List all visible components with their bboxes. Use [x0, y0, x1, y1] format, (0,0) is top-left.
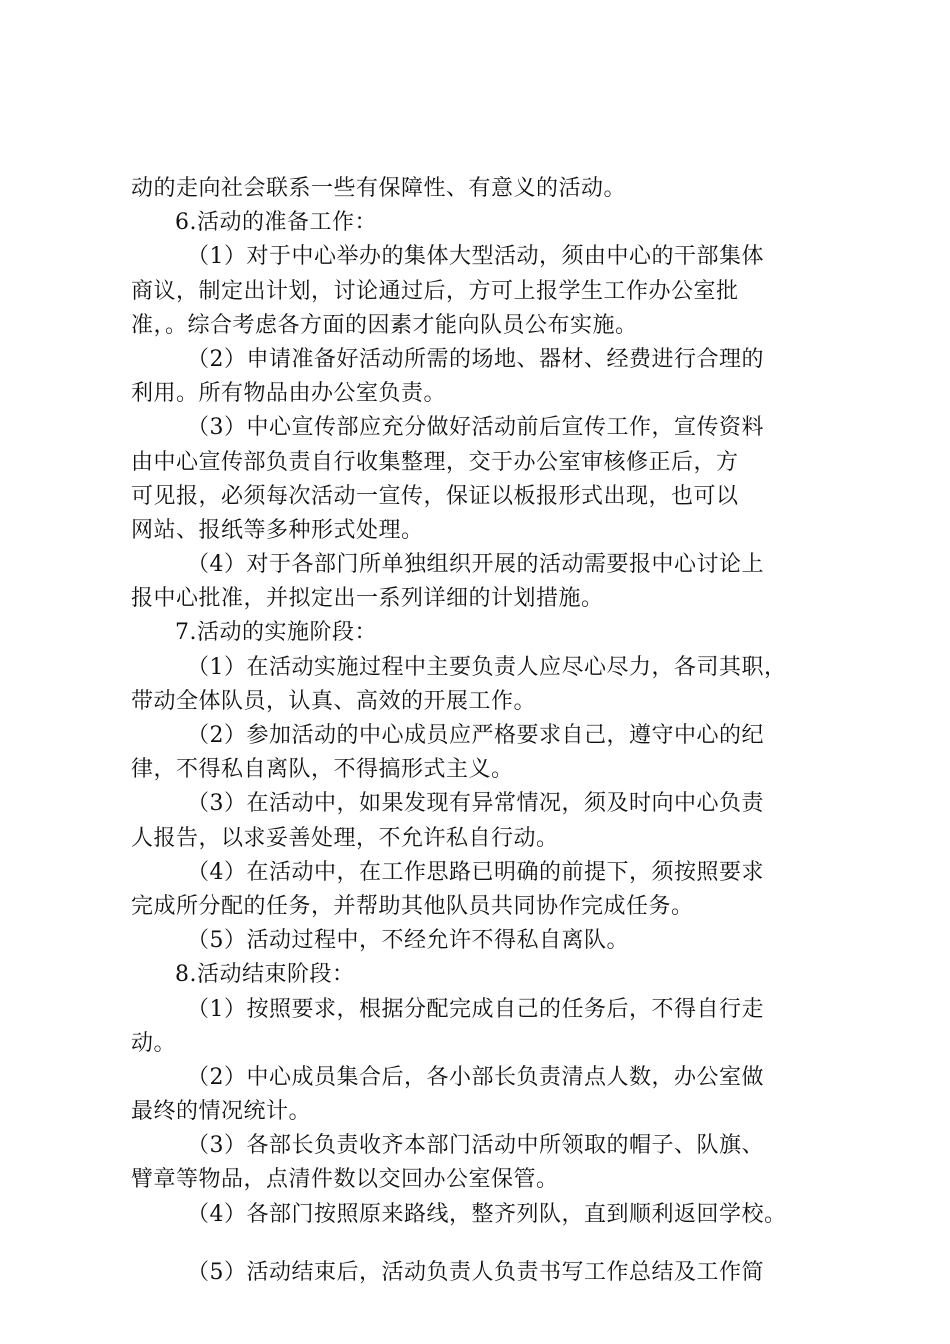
paragraph-start: （2）申请准备好活动所需的场地、器材、经费进行合理的	[187, 346, 764, 372]
section-heading: 6.活动的准备工作：	[175, 210, 377, 236]
paragraph-start: （4）对于各部门所单独组织开展的活动需要报中心讨论上	[187, 552, 764, 578]
paragraph-start: （2）参加活动的中心成员应严格要求自己，遵守中心的纪	[187, 723, 764, 748]
text-line: 臂章等物品，点清件数以交回办公室保管。	[131, 1167, 559, 1193]
section-heading: 7.活动的实施阶段：	[175, 620, 377, 646]
text-line: 完成所分配的任务，并帮助其他队员共同协作完成任务。	[131, 893, 694, 919]
text-line: 动的走向社会联系一些有保障性、有意义的活动。	[131, 176, 627, 201]
text-line: 最终的情况统计。	[131, 1099, 312, 1125]
text-line: 准，。综合考虑各方面的因素才能向队员公布实施。	[131, 312, 638, 338]
paragraph-start: （4）各部门按照原来路线，整齐列队，直到顺利返回学校。	[187, 1201, 787, 1227]
paragraph-start: （5）活动过程中，不经允许不得私自离队。	[187, 928, 629, 954]
text-line: 网站、报纸等多种形式处理。	[131, 517, 424, 543]
paragraph-start: （1）按照要求，根据分配完成自己的任务后，不得自行走	[187, 996, 764, 1022]
paragraph-start: （4）在活动中，在工作思路已明确的前提下，须按照要求	[187, 859, 764, 885]
paragraph-start: （2）中心成员集合后，各小部长负责清点人数，办公室做	[187, 1064, 764, 1090]
paragraph-start: （3）在活动中，如果发现有异常情况，须及时向中心负责	[187, 791, 764, 817]
paragraph-start: （5）活动结束后，活动负责人负责书写工作总结及工作简	[187, 1259, 764, 1285]
paragraph-start: （1）在活动实施过程中主要负责人应尽心尽力，各司其职，	[187, 654, 787, 680]
text-line: 报中心批准，并拟定出一系列详细的计划措施。	[131, 586, 604, 612]
text-line: 商议，制定出计划，讨论通过后，方可上报学生工作办公室批	[131, 278, 739, 304]
paragraph-start: （3）中心宣传部应充分做好活动前后宣传工作，宣传资料	[187, 415, 764, 441]
text-line: 由中心宣传部负责自行收集整理，交于办公室审核修正后，方	[131, 449, 739, 475]
document-body	[131, 172, 835, 1290]
text-line: 律，不得私自离队，不得搞形式主义。	[131, 757, 514, 783]
text-line: 人报告，以求妥善处理，不允许私自行动。	[131, 825, 559, 851]
text-line: 动。	[131, 1030, 177, 1056]
paragraph-start: （3）各部长负责收齐本部门活动中所领取的帽子、队旗、	[187, 1133, 764, 1159]
text-line: 带动全体队员，认真、高效的开展工作。	[131, 688, 537, 714]
paragraph-start: （1）对于中心举办的集体大型活动，须由中心的干部集体	[187, 244, 764, 270]
paragraph-gap	[131, 1232, 835, 1256]
section-heading: 8.活动结束阶段：	[175, 962, 355, 988]
text-line: 利用。所有物品由办公室负责。	[131, 381, 447, 407]
text-line: 可见报，必须每次活动一宣传，保证以板报形式出现，也可以	[131, 483, 739, 509]
